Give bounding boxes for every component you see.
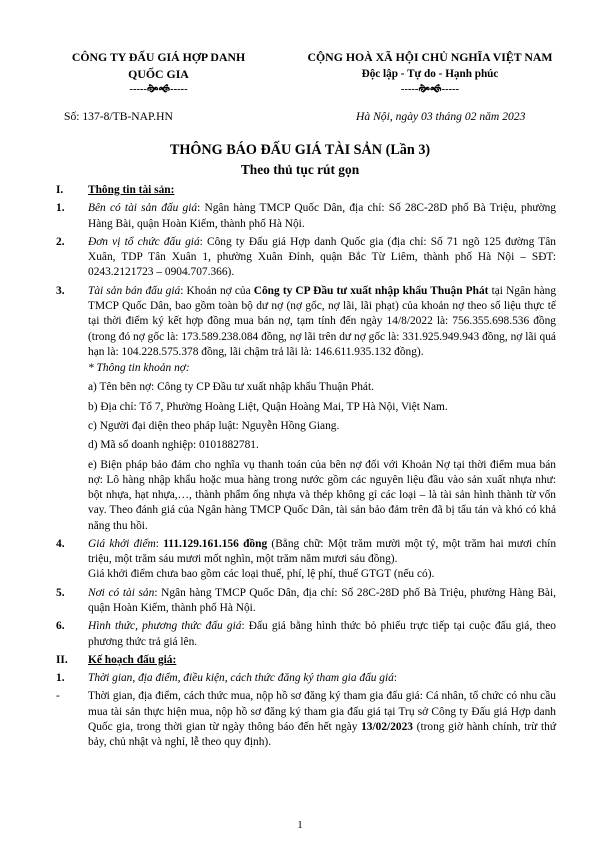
- list-item: [56, 235, 556, 281]
- national-motto: Độc lập - Tự do - Hạnh phúc: [361, 68, 499, 80]
- item-content: [88, 586, 556, 617]
- item-number: 3.: [56, 284, 65, 297]
- item-text: : Đấu giá bằng hình thức bỏ phiếu trực tiếp tại cuộc đấu giá, theo phương thức trả giá lên.: [88, 620, 556, 648]
- document-body: [56, 180, 556, 751]
- page-number: 1: [297, 819, 303, 831]
- section-auction-plan: [56, 653, 556, 668]
- item-separator: :: [155, 537, 164, 550]
- national-header: [275, 49, 585, 97]
- section-number: II.: [56, 653, 68, 666]
- debt-info-c: c) Người đại diện theo pháp luật: Nguyễn Hồng Giang.: [88, 419, 340, 432]
- item-content: [88, 201, 556, 232]
- debt-info-b: b) Địa chỉ: Tổ 7, Phường Hoàng Liệt, Quận Hoàng Mai, TP Hà Nội, Việt Nam.: [88, 400, 448, 413]
- ornament-divider-left: -----🙞🙜-----: [129, 84, 188, 95]
- debt-info-e: e) Biện pháp bảo đảm cho nghĩa vụ thanh toán của bên nợ đối với Khoản Nợ tại thời điểm mua bán nợ: Lô hàng nhập khẩu hoặc mua hàng trong nước gồm các nguyên liệu đầu vào sản xuất nhựa như: bột nhựa, hạt nhựa,…, thành phẩm ống nhựa và thép không gỉ các loại – là tài sản hình thành từ vốn vay. Theo đánh giá của Ngân hàng TMCP Quốc Dân, tài sản bảo đảm trên đã bị tẩu tán và khó có khả năng thu hồi.: [88, 458, 556, 532]
- item-text: : Ngân hàng TMCP Quốc Dân, địa chỉ: Số 28C-28D phố Bà Triệu, phường Hàng Bài, quận Hoàn Kiếm, thành phố Hà Nội.: [88, 586, 557, 615]
- section-heading: Thông tin tài sản:: [88, 184, 175, 196]
- organization-name-line1: CÔNG TY ĐẤU GIÁ HỢP DANH: [71, 50, 246, 64]
- list-item: [56, 537, 556, 583]
- item-label: Bên có tài sản đấu giá: [88, 202, 198, 215]
- item-content: [88, 689, 556, 750]
- item-bullet: -: [56, 690, 60, 703]
- list-item: [56, 284, 556, 360]
- item-text: :: [393, 672, 398, 685]
- debt-info-a: a) Tên bên nợ: Công ty CP Đầu tư xuất nhập khẩu Thuận Phát.: [88, 381, 374, 394]
- list-item: [56, 671, 556, 686]
- item-label: Nơi có tài sản: [88, 586, 155, 599]
- nation-name: CỘNG HOÀ XÃ HỘI CHỦ NGHĨA VIỆT NAM: [307, 50, 553, 64]
- organization-header: [56, 49, 261, 97]
- starting-price-note: Giá khởi điểm chưa bao gồm các loại thuế, phí, lệ phí, thuế GTGT (nếu có).: [88, 568, 435, 581]
- item-text: tại Ngân hàng TMCP Quốc Dân, bao gồm toàn bộ dư nợ (nợ gốc, nợ lãi, lãi phạt) của khoản nợ theo số liệu thực tế tại thời điểm ký kết hợp đồng mua bán nợ, tạm tính đến ngày 14/8/2022 là: 756.355.698.536 đồng (trong đó nợ gốc là: 173.589.238.084 đồng, nợ lãi trên dư nợ gốc là: 331.925.949.943 đồng, nợ lãi quá hạn là: 104.228.575.378 đồng, lãi chậm trả lãi là: 146.611.935.132 đồng).: [88, 284, 557, 358]
- document-date: Hà Nội, ngày 03 tháng 02 năm 2023: [356, 110, 526, 123]
- item-number: 1.: [56, 672, 65, 685]
- registration-deadline: 13/02/2023: [361, 721, 414, 733]
- debt-info-d: d) Mã số doanh nghiệp: 0101882781.: [88, 439, 259, 452]
- item-content: [88, 284, 556, 360]
- item-text: (Bằng chữ: Một trăm mười một tỷ, một trăm hai mươi chín triệu, một trăm sáu mươi mốt nghìn, một trăm năm mươi sáu đồng).: [88, 537, 557, 566]
- list-item: [56, 619, 556, 650]
- item-number: 5.: [56, 586, 65, 599]
- item-content: [88, 235, 556, 281]
- list-item: [56, 689, 556, 750]
- item-text: : Công ty Đấu giá Hợp danh Quốc gia (địa chỉ: Số 71 ngõ 125 đường Tân Xuân, TDP Tân Xuân 1, phường Xuân Đỉnh, quận Bắc Từ Liêm, thành phố Hà Nội – SĐT: 0243.2121723 – 0904.707.366).: [88, 235, 556, 279]
- item-content: [88, 671, 556, 686]
- item-label: Tài sản bán đấu giá: [88, 284, 181, 297]
- item-text: (trong giờ hành chính, trừ thứ bảy, chủ nhật và nghỉ, lễ theo quy định).: [88, 721, 556, 749]
- ornament-divider-right: -----🙞🙜-----: [400, 84, 460, 95]
- item-label: Hình thức, phương thức đấu giá: [88, 620, 242, 633]
- document-subtitle: Theo thủ tục rút gọn: [240, 162, 360, 177]
- section-number: I.: [56, 184, 64, 196]
- item-number: 2.: [56, 235, 65, 248]
- list-item: [56, 201, 556, 232]
- item-label: Thời gian, địa điểm, điều kiện, cách thức đăng ký tham gia đấu giá: [88, 672, 394, 685]
- list-item: [56, 586, 556, 617]
- document-title: THÔNG BÁO ĐẤU GIÁ TÀI SẢN (Lần 3): [169, 142, 431, 158]
- organization-name-line2: QUỐC GIA: [128, 67, 189, 81]
- debtor-name: Công ty CP Đầu tư xuất nhập khẩu Thuận Phát: [253, 284, 489, 297]
- item-text: : Khoản nợ của: [180, 284, 254, 297]
- section-asset-info: [56, 183, 556, 198]
- item-text: Thời gian, địa điểm, cách thức mua, nộp hồ sơ đăng ký tham gia đấu giá: Cá nhân, tổ chức có nhu cầu mua tài sản thực hiện mua, nộp hồ sơ đăng ký tham gia đấu giá tại Trụ sở Công ty Đấu giá Hợp danh Quốc gia, trong thời gian từ ngày thông báo đến hết ngày: [88, 690, 556, 733]
- item-number: 6.: [56, 620, 65, 633]
- item-number: 1.: [56, 202, 65, 215]
- item-number: 4.: [56, 537, 65, 550]
- starting-price: 111.129.161.156 đồng: [163, 537, 268, 550]
- item-content: [88, 537, 556, 583]
- item-content: [88, 619, 556, 650]
- item-label: Đơn vị tổ chức đấu giá: [88, 235, 200, 248]
- debt-info-label: * Thông tin khoản nợ:: [88, 362, 190, 375]
- item-text: : Ngân hàng TMCP Quốc Dân, địa chỉ: Số 28C-28D phố Bà Triệu, phường Hàng Bài, quận Hoàn Kiếm, thành phố Hà Nội.: [88, 202, 556, 230]
- document-reference-number: Số: 137-8/TB-NAP.HN: [64, 110, 173, 123]
- section-heading: Kế hoạch đấu giá:: [88, 653, 177, 666]
- item-label: Giá khởi điểm: [88, 537, 156, 550]
